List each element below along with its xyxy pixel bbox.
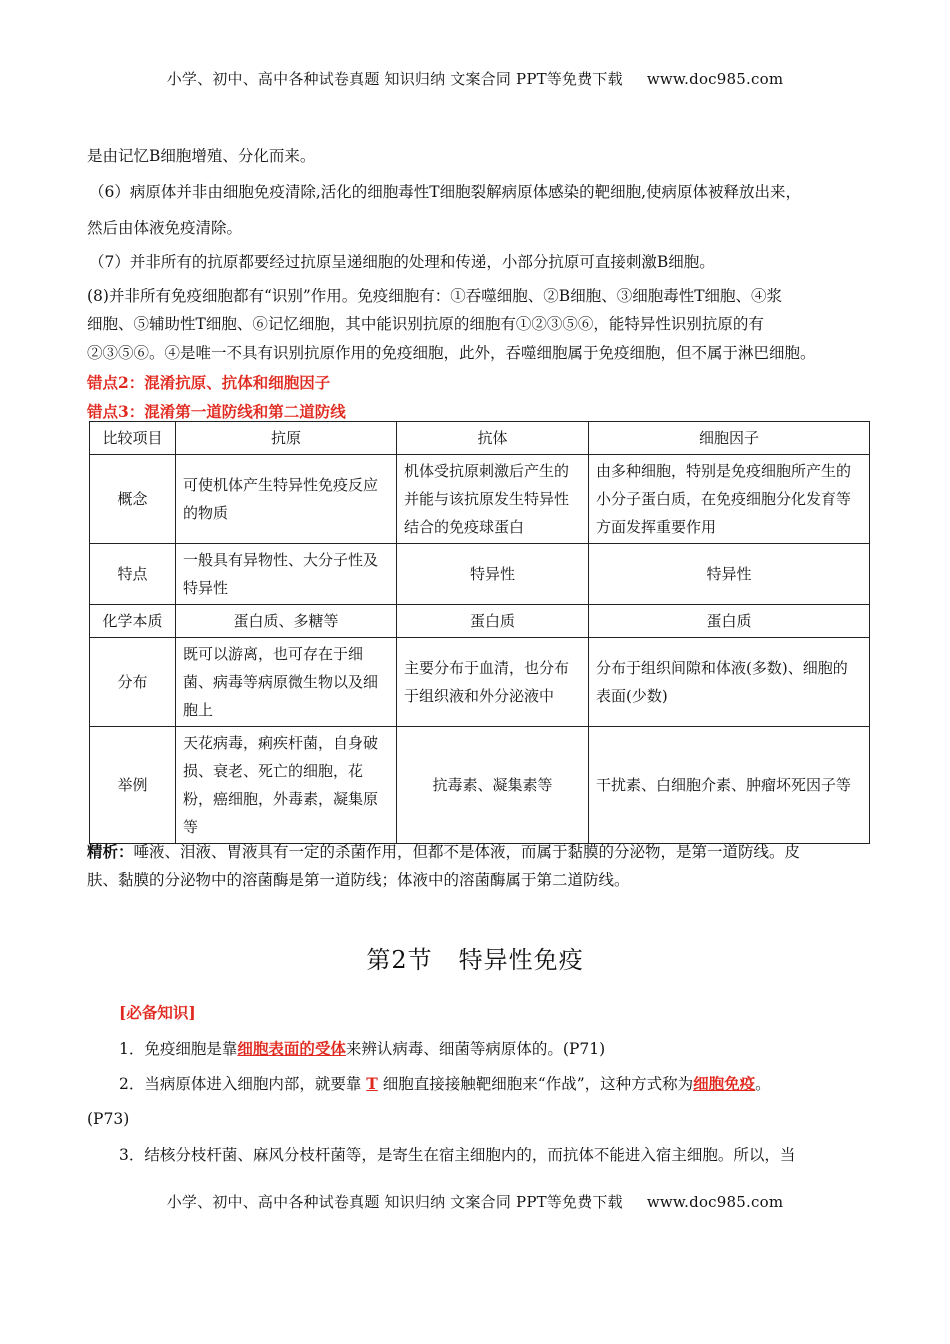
k1-highlight: 细胞表面的受体 [237,1039,346,1058]
k2-pre: 2．当病原体进入细胞内部，就要靠 [119,1075,367,1093]
k1-post: 来辨认病毒、细菌等病原体的。(P71) [345,1040,606,1058]
page-footer [0,1191,950,1212]
knowledge-item-2 [119,1071,901,1097]
knowledge-item-1 [119,1036,901,1062]
table-header-row [90,422,870,455]
cytokine-cell: 分布于组织间隙和体液(多数)、细胞的表面(少数) [589,638,870,727]
k2-post: 。 [755,1075,771,1093]
k2-mid: 细胞直接接触靶细胞来“作战”，这种方式称为 [377,1075,694,1093]
antibody-cell: 主要分布于血清，也分布于组织液和外分泌液中 [397,638,589,727]
section-title [0,940,950,975]
header-cell: 比较项目 [90,422,176,455]
antigen-cell: 既可以游离，也可存在于细菌、病毒等病原微生物以及细胞上 [176,638,397,727]
row-label: 概念 [90,455,176,544]
analysis-line2: 肤、黏膜的分泌物中的溶菌酶是第一道防线；体液中的溶菌酶属于第二道防线。 [87,871,630,889]
error-point-3: 错点3：混淆第一道防线和第二道防线 [87,402,346,421]
cytokine-cell: 特异性 [589,544,870,605]
error-point-2: 错点2：混淆抗原、抗体和细胞因子 [87,373,331,392]
antibody-cell: 抗毒素、凝集素等 [397,727,589,844]
k2-highlight-2: 细胞免疫 [693,1074,756,1093]
analysis-label: 精析： [87,842,134,861]
knowledge-tag: [必备知识] [119,1003,196,1022]
antigen-cell: 天花病毒，痢疾杆菌，自身破损、衰老、死亡的细胞，花粉，癌细胞，外毒素，凝集原等 [176,727,397,844]
antigen-cell: 一般具有异物性、大分子性及特异性 [176,544,397,605]
row-label: 特点 [90,544,176,605]
antibody-cell: 特异性 [397,544,589,605]
header-cell: 抗原 [176,422,397,455]
cytokine-cell: 干扰素、白细胞介素、肿瘤坏死因子等 [589,727,870,844]
footer-url[interactable]: www.doc985.com [646,1193,784,1211]
header-cell: 细胞因子 [589,422,870,455]
table-row [90,605,870,638]
header-url[interactable]: www.doc985.com [646,70,784,88]
antibody-cell: 机体受抗原刺激后产生的并能与该抗原发生特异性结合的免疫球蛋白 [397,455,589,544]
paragraph-6-cont: 然后由体液免疫清除。 [87,219,243,237]
header-text: 小学、初中、高中各种试卷真题 知识归纳 文案合同 PPT等免费下载 [166,70,623,88]
row-label: 化学本质 [90,605,176,638]
analysis-line1 [87,839,869,865]
cytokine-cell: 由多种细胞，特别是免疫细胞所产生的小分子蛋白质，在免疫细胞分化发育等方面发挥重要作用 [589,455,870,544]
table-row [90,638,870,727]
analysis-text: 唾液、泪液、胃液具有一定的杀菌作用，但都不是体液，而属于黏膜的分泌物，是第一道防线。皮 [133,843,801,861]
table-row [90,544,870,605]
paragraph-8-cont2: ②③⑤⑥。④是唯一不具有识别抗原作用的免疫细胞，此外，吞噬细胞属于免疫细胞，但不属于淋巴细胞。 [87,344,816,362]
knowledge-item-2-cont: (P73) [87,1110,130,1128]
comparison-table [89,421,870,844]
row-label: 举例 [90,727,176,844]
antibody-cell: 蛋白质 [397,605,589,638]
antigen-cell: 可使机体产生特异性免疫反应的物质 [176,455,397,544]
section-name: 特异性免疫 [458,946,584,974]
knowledge-item-3: 3．结核分枝杆菌、麻风分枝杆菌等，是寄生在宿主细胞内的，而抗体不能进入宿主细胞。所以，当 [119,1146,796,1164]
paragraph-8-cont1: 细胞、⑤辅助性T细胞、⑥记忆细胞，其中能识别抗原的细胞有①②③⑤⑥，能特异性识别抗原的有 [87,315,764,333]
row-label: 分布 [90,638,176,727]
paragraph-6: （6）病原体并非由细胞免疫清除,活化的细胞毒性T细胞裂解病原体感染的靶细胞,使病原体被释放出来， [89,183,802,201]
header-cell: 抗体 [397,422,589,455]
footer-text: 小学、初中、高中各种试卷真题 知识归纳 文案合同 PPT等免费下载 [166,1193,623,1211]
table-row [90,455,870,544]
paragraph-line: 是由记忆B细胞增殖、分化而来。 [87,147,316,165]
page-header [0,68,950,89]
table-row [90,727,870,844]
cytokine-cell: 蛋白质 [589,605,870,638]
k1-pre: 1．免疫细胞是靠 [119,1040,238,1058]
antigen-cell: 蛋白质、多糖等 [176,605,397,638]
paragraph-7: （7）并非所有的抗原都要经过抗原呈递细胞的处理和传递，小部分抗原可直接刺激B细胞。 [89,253,715,271]
section-number: 第2节 [366,946,433,974]
paragraph-8: (8)并非所有免疫细胞都有“识别”作用。免疫细胞有：①吞噬细胞、②B细胞、③细胞毒性T细胞、④浆 [87,287,783,305]
k2-highlight-1: T [366,1074,378,1093]
